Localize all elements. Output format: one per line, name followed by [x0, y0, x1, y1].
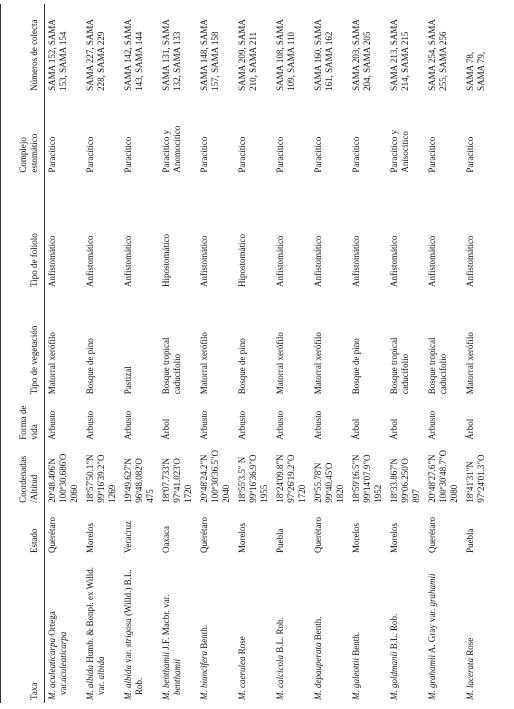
header-row: [1, 4, 45, 703]
taxon-author: A. Gray var.: [426, 606, 437, 655]
taxon-author: Rose: [236, 636, 247, 657]
taxon-name-italic: M. galeottii: [350, 658, 361, 700]
cell-complejo: Paracítico y Anomocítico: [160, 125, 182, 173]
cell-taxa: [235, 556, 273, 703]
cell-coordenadas: 20º48.406'N 100º30.686'O 2060: [47, 453, 79, 503]
cell-coordenadas: 18º57'50.1"N 99º16'39.2"O 1269: [84, 454, 117, 503]
table-row: [235, 4, 273, 703]
cell-taxa: [45, 556, 83, 703]
taxon-name-italic: M. calcicola: [274, 655, 285, 700]
taxon-author: Benth.: [198, 625, 209, 651]
taxon-name-italic: M. benthamii: [160, 652, 171, 700]
cell-complejo: Paracítico: [464, 136, 475, 173]
header-coordenadas: Coordenadas /Altitud: [1, 443, 45, 506]
cell-numeros: SAMA 78, SAMA 79,: [464, 51, 486, 91]
cell-forma: Árbol: [388, 418, 399, 440]
cell-taxa: [197, 556, 235, 703]
cell-numeros: SAMA 131, SAMA 132, SAMA 133: [160, 19, 182, 91]
cell-estado: Morelos: [236, 522, 247, 553]
cell-vegetacion: Bosque de pino: [350, 338, 361, 395]
table-row: [159, 4, 197, 703]
header-taxa: Taxa: [1, 556, 45, 703]
cell-foliolo: Hipostomático: [236, 233, 247, 287]
taxon-author: Rose: [464, 637, 475, 658]
cell-taxa: [121, 556, 159, 703]
cell-vegetacion: Matorral xerófilo: [198, 332, 209, 395]
cell-coordenadas: 18º24'09.8"N 97º26'19.2"O 1720: [274, 454, 307, 503]
cell-complejo: Paracítico: [122, 136, 133, 173]
taxon-name-italic: albida: [95, 656, 106, 680]
taxon-author: B.L. Rob.: [274, 617, 285, 656]
header-forma: Forma de vida: [1, 397, 45, 443]
cell-foliolo: Anfistomático: [464, 235, 475, 287]
cell-foliolo: Hipostomático: [160, 233, 171, 287]
taxon-name-italic: M. grahamii: [426, 655, 437, 700]
header-estado: Estado: [1, 506, 45, 556]
cell-estado: Querétaro: [312, 516, 323, 553]
table-row: [273, 4, 311, 703]
cell-numeros: SAMA 108, SAMA 109, SAMA 110: [274, 19, 296, 91]
cell-forma: Arbusto: [426, 410, 437, 440]
cell-coordenadas: 20º48'27.6"N 100º30'48.7"O 2080: [426, 449, 459, 503]
header-complejo: Complejo estomático: [1, 94, 45, 176]
taxon-name-italic: M. biuncifera: [198, 651, 209, 700]
cell-numeros: SAMA 203, SAMA 204, SAMA 205: [350, 19, 372, 91]
taxon-name-italic: M. caerulea: [236, 656, 247, 700]
cell-forma: Arbusto: [122, 410, 133, 440]
cell-forma: Arbusto: [274, 410, 285, 440]
cell-taxa: [311, 556, 349, 703]
cell-complejo: Paracítico: [236, 136, 247, 173]
cell-taxa: [349, 556, 387, 703]
table-row: [121, 4, 159, 703]
table-row: [349, 4, 387, 703]
table-row: [463, 4, 493, 703]
cell-vegetacion: Bosque tropical caducifolio: [388, 337, 410, 395]
cell-estado: Morelos: [84, 522, 95, 553]
cell-complejo: Paracítico: [47, 136, 57, 173]
cell-foliolo: Anfistomático: [122, 235, 133, 287]
cell-vegetacion: Matorral xerófilo: [47, 332, 57, 395]
taxon-name-italic: M. albida: [122, 665, 133, 700]
table-row: [425, 4, 463, 703]
cell-numeros: SAMA 148, SAMA 157, SAMA 158: [198, 19, 220, 91]
table-row: [197, 4, 235, 703]
taxon-name-italic: M. aculeaticarpa: [47, 638, 57, 700]
cell-complejo: Paracítico y Anisocítico: [388, 129, 410, 173]
cell-foliolo: Anfistomático: [426, 235, 437, 287]
table-row: [45, 4, 83, 703]
cell-taxa: [159, 556, 197, 703]
cell-forma: Arbusto: [312, 410, 323, 440]
cell-foliolo: Anfistomático: [198, 235, 209, 287]
table-row: [311, 4, 349, 703]
cell-numeros: SAMA 152, SAMA 153, SAMA 154: [47, 19, 68, 91]
cell-numeros: SAMA 160, SAMA 161, SAMA 162: [312, 19, 334, 91]
table-body: [45, 4, 493, 703]
cell-taxa: [425, 556, 463, 703]
taxon-name-italic: aculeaticarpa: [58, 631, 68, 682]
cell-complejo: Paracítico: [312, 136, 323, 173]
cell-numeros: SAMA 213, SAMA 214, SAMA 215: [388, 19, 410, 91]
cell-complejo: Paracítico: [84, 136, 95, 173]
cell-estado: Querétaro: [426, 516, 437, 553]
cell-estado: Puebla: [274, 528, 285, 553]
cell-estado: Puebla: [464, 528, 475, 553]
cell-forma: Árbol: [464, 418, 475, 440]
cell-complejo: Paracítico: [350, 136, 361, 173]
taxon-author: Benth.: [312, 616, 323, 643]
cell-vegetacion: Matorral xerófilo: [312, 332, 323, 395]
table-row: [83, 4, 121, 703]
table-header: [1, 4, 45, 703]
table-row: [387, 4, 425, 703]
header-foliolo: Tipo de foliolo: [1, 176, 45, 290]
cell-foliolo: Anfistomático: [274, 235, 285, 287]
cell-estado: Morelos: [350, 522, 361, 553]
taxon-name-italic: M. goldmanii: [388, 651, 399, 700]
cell-forma: Arbusto: [236, 410, 247, 440]
cell-foliolo: Anfistomático: [84, 235, 95, 287]
cell-vegetacion: Bosque de pino: [84, 338, 95, 395]
taxon-author: B.L. Rob.: [388, 613, 399, 652]
taxon-author: (Willd.) B.L. Rob.: [122, 569, 144, 695]
taxon-author: Benth.: [350, 632, 361, 658]
cell-forma: Arbusto: [47, 410, 57, 440]
header-numeros: Números de colecta: [1, 4, 45, 94]
cell-numeros: SAMA 254, SAMA 255, SAMA 256: [426, 19, 448, 91]
cell-foliolo: Anfistomático: [388, 235, 399, 287]
cell-forma: Arbusto: [84, 410, 95, 440]
taxon-name-italic: M. lacerata: [464, 658, 475, 700]
taxon-author: var.: [122, 647, 133, 665]
taxon-author: J.F. Macbr. var.: [160, 594, 171, 652]
cell-numeros: SAMA 142, SAMA 143, SAMA 144: [122, 19, 144, 91]
taxon-author: Ortega var.: [47, 611, 68, 695]
cell-coordenadas: 18º55'3.5" N 99º16'36.9"O 1955: [236, 454, 269, 503]
cell-coordenadas: 18º41'31"N 97º24'01.3"O: [464, 454, 486, 503]
cell-foliolo: Anfistomático: [47, 235, 57, 287]
cell-coordenadas: 18º59'16.5"N 99º14'07.9"O 1952: [350, 454, 383, 503]
cell-foliolo: Anfistomático: [350, 235, 361, 287]
cell-taxa: [387, 556, 425, 703]
cell-complejo: Paracítico: [274, 136, 285, 173]
cell-coordenadas: 19º49.627'N 96º48.082'O 475: [122, 458, 155, 503]
cell-vegetacion: Matorral xerófilo: [464, 332, 475, 395]
cell-forma: Arbusto: [198, 410, 209, 440]
cell-estado: Querétaro: [198, 516, 209, 553]
specimen-table: [0, 4, 493, 703]
taxon-author: Humb. & Bonpl. ex Willd. var.: [84, 567, 106, 695]
cell-taxa: [273, 556, 311, 703]
taxon-name-italic: M. depauperata: [312, 642, 323, 700]
cell-vegetacion: Bosque de pino: [236, 338, 247, 395]
cell-estado: Querétaro: [47, 516, 57, 553]
cell-complejo: Paracítico: [198, 136, 209, 173]
cell-vegetacion: Bosque tropical caducifolio: [160, 337, 182, 395]
cell-taxa: [83, 556, 121, 703]
cell-complejo: Paracítico: [426, 136, 437, 173]
cell-coordenadas: 18º07.733'N 97º41.023'O 1720: [160, 458, 193, 503]
cell-vegetacion: Bosque tropical caducifolio: [426, 337, 448, 395]
cell-foliolo: Anfistomático: [312, 235, 323, 287]
taxon-name-italic: grahamii: [426, 573, 437, 607]
cell-coordenadas: 18º33.867'N 99º06.250'O 897: [388, 458, 421, 503]
cell-forma: Árbol: [160, 418, 171, 440]
cell-numeros: SAMA 227, SAMA 228, SAMA 229: [84, 19, 106, 91]
cell-numeros: SAMA 209, SAMA 210, SAMA 211: [236, 19, 258, 91]
cell-coordenadas: 20º48'24.2"N 100º30'36.5"O 2040: [198, 449, 231, 503]
cell-estado: Oaxaca: [160, 525, 171, 553]
taxon-name-italic: M. albida: [84, 665, 95, 700]
cell-estado: Veracruz: [122, 520, 133, 553]
header-vegetacion: Tipo de vegetación: [1, 290, 45, 397]
cell-forma: Árbol: [350, 418, 361, 440]
taxon-name-italic: strigosa: [122, 618, 133, 648]
cell-coordenadas: 20º55.78'N 99º40.45'O 1820: [312, 462, 345, 503]
taxon-name-italic: benthamii: [171, 659, 182, 695]
cell-estado: Morelos: [388, 522, 399, 553]
cell-vegetacion: Matorral xerófilo: [274, 332, 285, 395]
cell-vegetacion: Pastizal: [122, 366, 133, 395]
cell-taxa: [463, 556, 493, 703]
